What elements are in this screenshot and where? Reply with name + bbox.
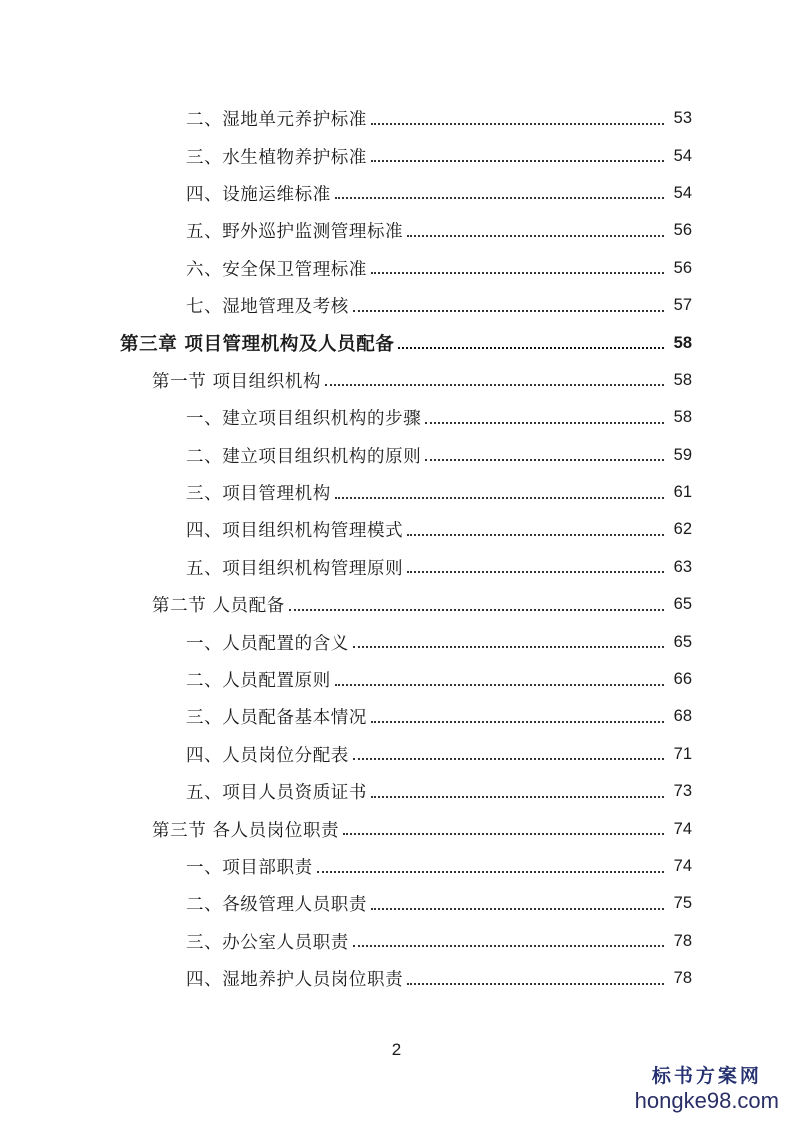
toc-entry[interactable] bbox=[0, 437, 793, 474]
toc-entry[interactable] bbox=[0, 773, 793, 810]
dot-leader bbox=[325, 384, 664, 386]
toc-entry-page: 65 bbox=[673, 595, 692, 614]
toc-entry[interactable] bbox=[0, 848, 793, 885]
toc-entry-page: 73 bbox=[673, 782, 692, 801]
toc-entry-title: 一、人员配置的含义 bbox=[186, 633, 349, 654]
dot-leader bbox=[425, 422, 664, 424]
table-of-contents bbox=[0, 100, 793, 997]
toc-entry[interactable] bbox=[0, 511, 793, 548]
toc-entry[interactable] bbox=[0, 960, 793, 997]
toc-entry[interactable] bbox=[0, 250, 793, 287]
dot-leader bbox=[371, 796, 664, 798]
toc-entry-title: 四、人员岗位分配表 bbox=[186, 745, 349, 766]
toc-entry[interactable] bbox=[0, 923, 793, 960]
toc-entry-page: 71 bbox=[673, 744, 692, 763]
toc-entry-page: 61 bbox=[673, 483, 692, 502]
toc-entry-title: 七、湿地管理及考核 bbox=[186, 297, 349, 318]
toc-entry[interactable] bbox=[0, 137, 793, 174]
dot-leader bbox=[353, 758, 664, 760]
toc-entry-page: 58 bbox=[673, 408, 692, 427]
dot-leader bbox=[317, 871, 664, 873]
dot-leader bbox=[371, 908, 664, 910]
toc-entry-title: 第二节 人员配备 bbox=[152, 596, 285, 617]
dot-leader bbox=[371, 160, 664, 162]
toc-entry-page: 65 bbox=[673, 632, 692, 651]
watermark-title: 标书方案网 bbox=[651, 1065, 762, 1087]
toc-entry[interactable] bbox=[0, 474, 793, 511]
toc-entry-title: 五、项目组织机构管理原则 bbox=[186, 558, 404, 579]
toc-entry-page: 74 bbox=[673, 819, 692, 838]
toc-entry-title: 第一节 项目组织机构 bbox=[152, 371, 322, 392]
dot-leader bbox=[398, 347, 664, 349]
toc-entry-page: 66 bbox=[673, 670, 692, 689]
toc-entry-page: 78 bbox=[673, 969, 692, 988]
toc-entry-title: 二、人员配置原则 bbox=[186, 671, 331, 692]
dot-leader bbox=[407, 235, 664, 237]
toc-chapter-entry[interactable] bbox=[0, 324, 793, 361]
toc-entry[interactable] bbox=[0, 549, 793, 586]
watermark-logo bbox=[635, 1061, 779, 1114]
toc-entry-page: 59 bbox=[673, 445, 692, 464]
toc-entry[interactable] bbox=[0, 399, 793, 436]
toc-entry[interactable] bbox=[0, 736, 793, 773]
dot-leader bbox=[407, 571, 664, 573]
dot-leader bbox=[425, 459, 664, 461]
toc-entry-title: 四、设施运维标准 bbox=[186, 184, 331, 205]
dot-leader bbox=[343, 833, 664, 835]
toc-entry-title: 四、湿地养护人员岗位职责 bbox=[186, 970, 404, 991]
toc-entry-page: 75 bbox=[673, 894, 692, 913]
toc-entry-page: 78 bbox=[673, 931, 692, 950]
toc-entry[interactable] bbox=[0, 212, 793, 249]
toc-entry-page: 56 bbox=[673, 221, 692, 240]
dot-leader bbox=[335, 497, 664, 499]
toc-section-entry[interactable] bbox=[0, 362, 793, 399]
toc-entry-title: 五、野外巡护监测管理标准 bbox=[186, 222, 404, 243]
toc-entry[interactable] bbox=[0, 287, 793, 324]
toc-entry-page: 57 bbox=[673, 296, 692, 315]
toc-entry-page: 53 bbox=[673, 109, 692, 128]
toc-section-entry[interactable] bbox=[0, 586, 793, 623]
toc-entry-title: 一、建立项目组织机构的步骤 bbox=[186, 409, 422, 430]
toc-entry-page: 68 bbox=[673, 707, 692, 726]
dot-leader bbox=[335, 684, 664, 686]
toc-entry-page: 54 bbox=[673, 183, 692, 202]
toc-entry-title: 六、安全保卫管理标准 bbox=[186, 259, 367, 280]
toc-entry-title: 二、各级管理人员职责 bbox=[186, 895, 367, 916]
toc-entry[interactable] bbox=[0, 623, 793, 660]
dot-leader bbox=[353, 945, 664, 947]
toc-entry-title: 三、水生植物养护标准 bbox=[186, 147, 367, 168]
watermark-url: hongke98.com bbox=[634, 1088, 779, 1113]
toc-entry-title: 五、项目人员资质证书 bbox=[186, 783, 367, 804]
toc-entry-title: 第三章 项目管理机构及人员配备 bbox=[120, 334, 395, 356]
toc-entry-title: 三、人员配备基本情况 bbox=[186, 708, 367, 729]
toc-entry[interactable] bbox=[0, 885, 793, 922]
toc-entry-title: 二、建立项目组织机构的原则 bbox=[186, 446, 422, 467]
page-number: 2 bbox=[391, 1040, 402, 1059]
toc-entry-title: 三、项目管理机构 bbox=[186, 484, 331, 505]
toc-entry-title: 第三节 各人员岗位职责 bbox=[152, 820, 340, 841]
dot-leader bbox=[371, 272, 664, 274]
dot-leader bbox=[371, 123, 664, 125]
toc-entry-page: 62 bbox=[673, 520, 692, 539]
dot-leader bbox=[335, 197, 664, 199]
dot-leader bbox=[371, 721, 664, 723]
toc-entry[interactable] bbox=[0, 698, 793, 735]
toc-entry-title: 一、项目部职责 bbox=[186, 858, 313, 878]
toc-entry[interactable] bbox=[0, 175, 793, 212]
toc-entry[interactable] bbox=[0, 661, 793, 698]
toc-entry-page: 58 bbox=[673, 370, 692, 389]
toc-entry-title: 三、办公室人员职责 bbox=[186, 932, 349, 953]
dot-leader bbox=[353, 310, 664, 312]
toc-entry-page: 63 bbox=[673, 557, 692, 576]
toc-entry[interactable] bbox=[0, 100, 793, 137]
toc-entry-title: 二、湿地单元养护标准 bbox=[186, 110, 367, 131]
dot-leader bbox=[407, 983, 664, 985]
toc-entry-title: 四、项目组织机构管理模式 bbox=[186, 521, 404, 542]
dot-leader bbox=[289, 609, 664, 611]
toc-entry-page: 56 bbox=[673, 258, 692, 277]
toc-entry-page: 74 bbox=[673, 857, 692, 875]
dot-leader bbox=[353, 646, 664, 648]
toc-section-entry[interactable] bbox=[0, 810, 793, 847]
dot-leader bbox=[407, 534, 664, 536]
toc-entry-page: 58 bbox=[673, 333, 692, 352]
toc-entry-page: 54 bbox=[673, 146, 692, 165]
